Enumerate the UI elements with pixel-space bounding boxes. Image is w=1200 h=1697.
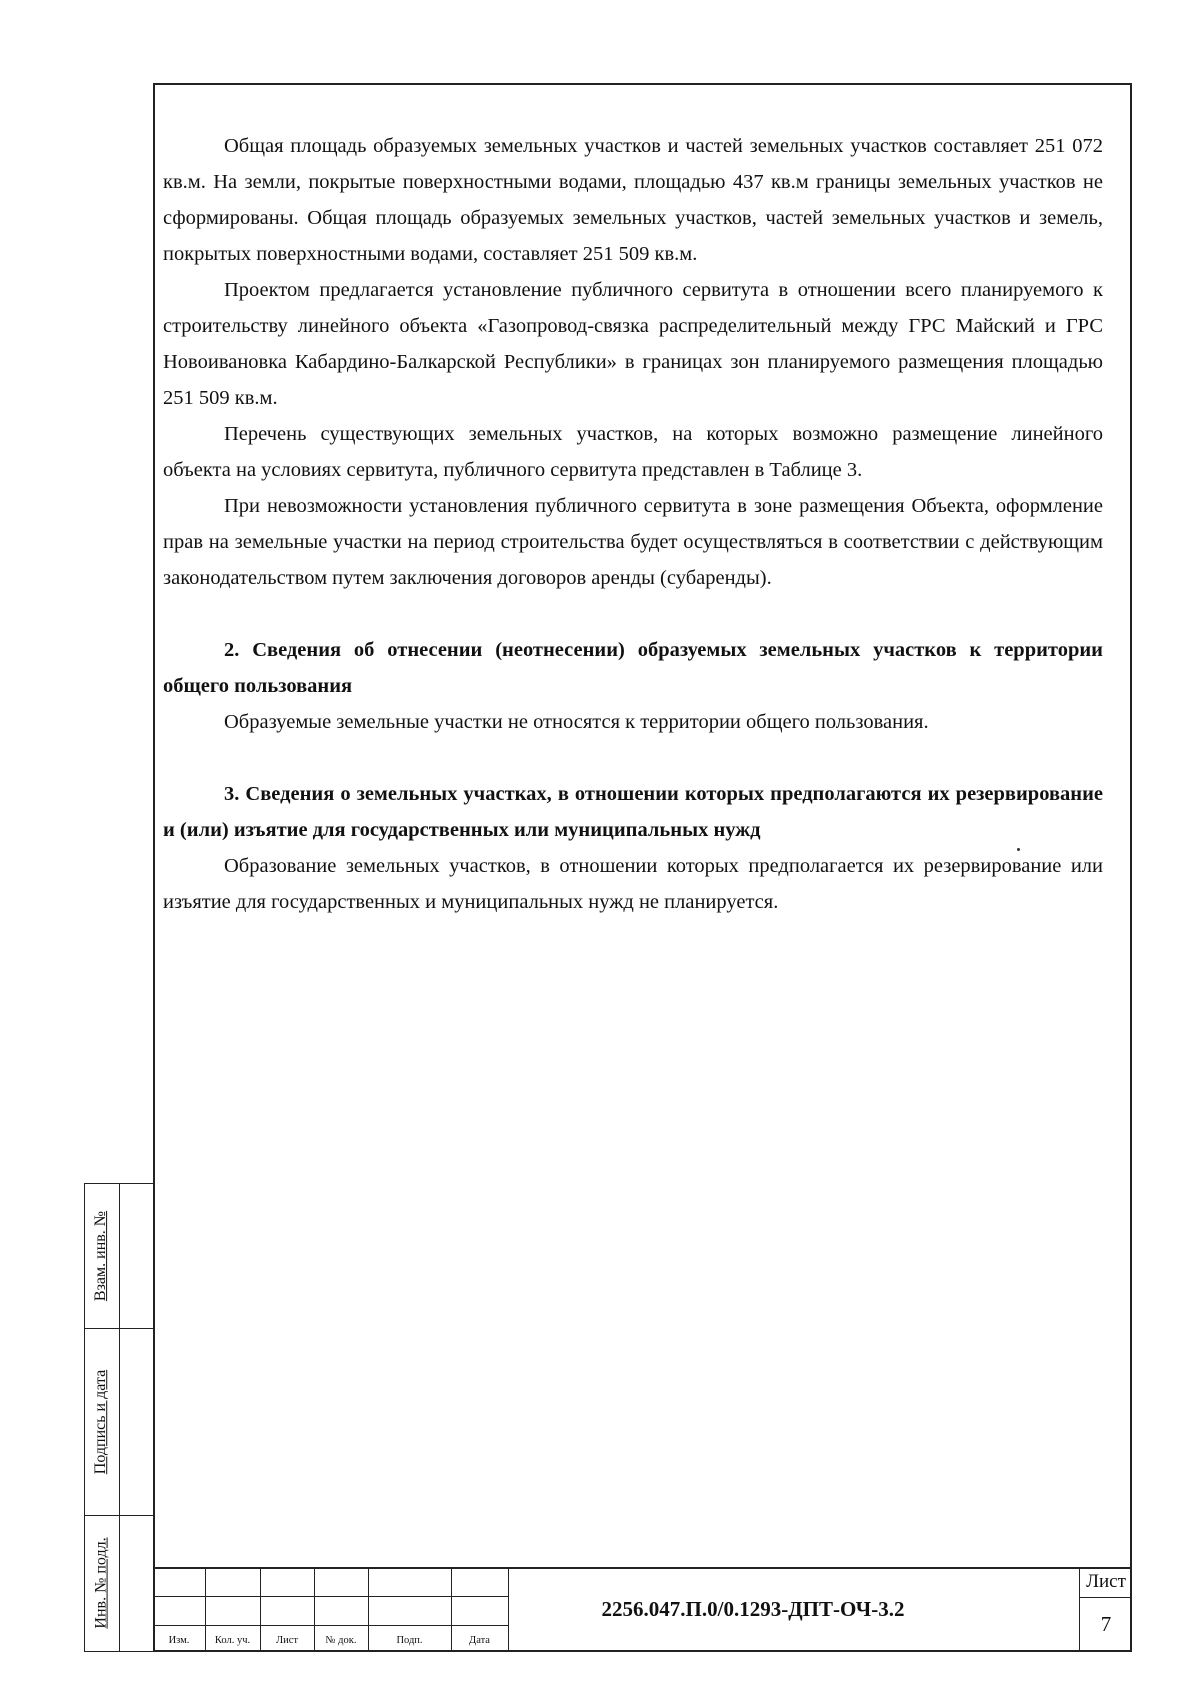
tb-label-izm: Изм. — [168, 1635, 190, 1646]
paragraph-lease: При невозможности установления публичного сервитута в зоне размещения Объекта, оформление прав на земельные участки на период строительства будет осуществляться в соответствии с действующим законодательством путем заключения договоров аренды (субаренды). — [163, 495, 1103, 589]
section-heading-2: 2. Сведения об отнесении (неотнесении) образуемых земельных участков к территории общего пользования — [163, 639, 1103, 697]
tb-label-list: Лист — [276, 1635, 298, 1646]
margin-label-podpis: Подпись и дата — [92, 1369, 110, 1474]
scan-speck — [1017, 848, 1020, 851]
margin-stamp — [84, 1183, 153, 1652]
margin-cell-vzam — [84, 1183, 119, 1328]
section-heading-3: 3. Сведения о земельных участках, в отношении которых предполагаются их резервирование и (или) изъятие для государственных или муниципальных нужд — [163, 783, 1103, 841]
paragraph-parcel-list: Перечень существующих земельных участков, на которых возможно размещение линейного объекта на условиях сервитута, публичного сервитута представлен в Таблице 3. — [163, 423, 1103, 481]
tb-label-podp: Подп. — [396, 1635, 423, 1646]
sheet-number: 7 — [1100, 1612, 1112, 1636]
tb-label-kol: Кол. уч. — [214, 1635, 251, 1646]
margin-cell-podpis — [84, 1328, 119, 1515]
margin-line-bottom — [84, 1651, 153, 1652]
tb-row-line — [153, 1596, 508, 1597]
paragraph-servitude: Проектом предлагается установление публичного сервитута в отношении всего планируемого к строительству линейного объекта «Газопровод-связка распределительный между ГРС Майский и ГРС Новоивановка Кабардино-Балкарской Республики» в границах зон планируемого размещения площадью 251 509 кв.м. — [163, 279, 1103, 409]
margin-label-vzam: Взам. инв. № — [92, 1210, 110, 1301]
tb-row-line — [153, 1625, 508, 1626]
paragraph-reservation: Образование земельных участков, в отношении которых предполагается их резервирование или изъятие для государственных и муниципальных нужд не планируется. — [163, 855, 1103, 913]
margin-line-inner — [119, 1183, 120, 1652]
document-number: 2256.047.П.0/0.1293-ДПТ-ОЧ-3.2 — [601, 1597, 905, 1621]
tb-label-ndok: № док. — [325, 1635, 357, 1646]
margin-cell-inv — [84, 1515, 119, 1651]
tb-label-data: Дата — [469, 1635, 490, 1646]
margin-label-inv: Инв. № подл. — [92, 1537, 110, 1629]
document-body — [163, 128, 1103, 920]
paragraph-public-use: Образуемые земельные участки не относятся к территории общего пользования. — [224, 711, 929, 733]
paragraph-area-total: Общая площадь образуемых земельных участков и частей земельных участков составляет 251 072 кв.м. На земли, покрытые поверхностными водами, площадью 437 кв.м границы земельных участков не сформированы. Общая площадь образуемых земельных участков, частей земельных участков и земель, покрытых поверхностными водами, составляет 251 509 кв.м. — [163, 135, 1103, 265]
sheet-label: Лист — [1086, 1571, 1126, 1592]
